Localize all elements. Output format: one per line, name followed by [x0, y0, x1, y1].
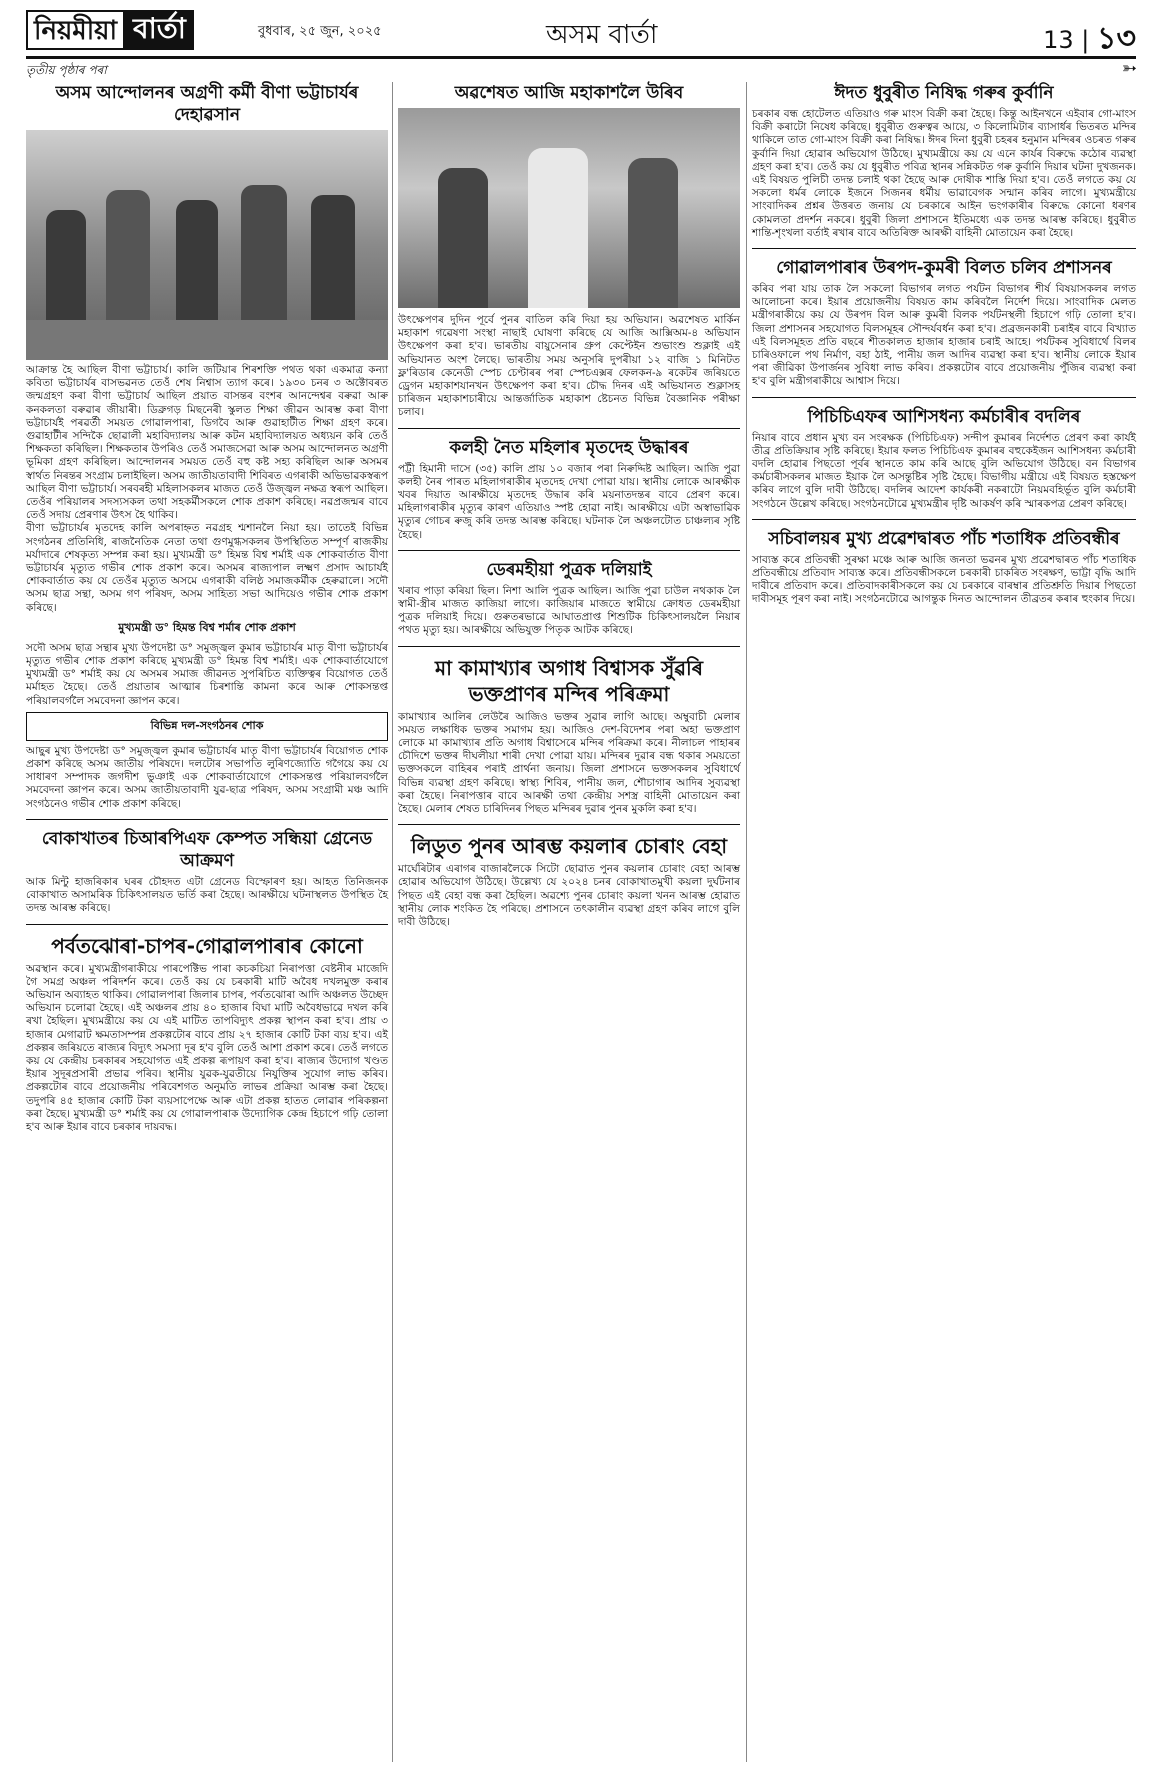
- article-body: বীণা ভট্টাচাৰ্যৰ মৃতদেহ কালি অপৰাহ্নত নৱগ্ৰহ শ্মশানলৈ নিয়া হয়। তাতেই বিভিন্ন সংগঠনৰ প্ৰতিনিধি, ৰাজনৈতিক নেতা তথা গুণমুগ্ধসকলৰ উপস্থিতিত সম্পূৰ্ণ ৰাজকীয় মৰ্যাদাৰে শেষকৃত্য সম্পন্ন কৰা হয়। মুখ্যমন্ত্ৰী ড° হিমন্ত বিশ্ব শৰ্মাই এক শোকবাৰ্তাত বীণা ভট্টাচাৰ্যৰ মৃত্যুত গভীৰ শোক প্ৰকাশ কৰে। অসমৰ ৰাজ্যপাল লক্ষ্মণ প্ৰসাদ আচাৰ্যই শোকবাৰ্তাত কয় যে তেওঁৰ মৃত্যুত অসমে এগৰাকী বলিষ্ঠ সমাজকৰ্মীক হেৰুৱালে। সদৌ অসম ছাত্ৰ সন্থা, অসম গণ পৰিষদ, অসম সাহিত্য সভা আদিয়েও গভীৰ শোক প্ৰকাশ কৰিছে।: [26, 522, 388, 614]
- photo-figure: [528, 148, 588, 308]
- article-body: খৰাব পাড়া কৰিয়া ছিল। নিশা আলি পুত্ৰক আছিল। আজি পুৱা চাউল নথকাক লৈ স্বামী-স্ত্ৰীৰ মাজত কাজিয়া লাগে। কাজিয়াৰ মাজতে স্বামীয়ে ক্ৰোধত ডেৰমহীয়া পুত্ৰক দলিয়াই দিয়ে। গুৰুতৰভাৱে আঘাতপ্ৰাপ্ত শিশুটিক চিকিৎসালয়লৈ নিয়াৰ পথত মৃত্যু হয়। আৰক্ষীয়ে অভিযুক্ত পিতৃক আটক কৰিছে।: [398, 584, 740, 637]
- article-subhead: মুখ্যমন্ত্ৰী ড° হিমন্ত বিশ্ব শৰ্মাৰ শোক প্ৰকাশ: [118, 620, 296, 634]
- article-subhead: বিভিন্ন দল-সংগঠনৰ শোক: [26, 712, 388, 741]
- news-photo: [398, 108, 740, 308]
- article-headline: অৱশেষত আজি মহাকাশলৈ উৰিব: [454, 83, 684, 103]
- article-headline: ঈদত ধুবুৰীত নিষিদ্ধ গৰুৰ কুৰ্বানি: [834, 83, 1054, 103]
- column-1: [26, 82, 388, 1134]
- logo-part2: বাৰ্তা: [125, 10, 194, 50]
- newspaper-logo: [26, 10, 194, 50]
- article-headline: গোৱালপাৰাৰ উৰপদ-কুমৰী বিলত চলিব প্ৰশাসনৰ: [776, 258, 1112, 279]
- column-divider: [746, 82, 747, 1762]
- masthead: [26, 8, 1136, 56]
- section-divider: [752, 397, 1136, 398]
- article-body: আছুৰ মুখ্য উপদেষ্টা ড° সমুজ্জ্বল কুমাৰ ভট্টাচাৰ্যৰ মাতৃ বীণা ভট্টাচাৰ্যৰ বিয়োগত শোক প্ৰকাশ কৰিছে অসম জাতীয় পৰিষদে। দলটোৰ সভাপতি লুৰিণজ্যোতি গগৈয়ে কয় যে সাধাৰণ সম্পাদক জগদীশ ভুঞাই এক শোকবাৰ্তাযোগে শোকসন্তপ্ত পৰিয়ালবৰ্গলৈ সমবেদনা জ্ঞাপন কৰে। অসম জাতীয়তাবাদী যুৱ-ছাত্ৰ পৰিষদ, অসম সংগ্ৰামী মঞ্চ আদি সংগঠনেও গভীৰ শোক প্ৰকাশ কৰিছে।: [26, 744, 388, 810]
- section-divider: [26, 924, 388, 925]
- article-headline: কলহী নৈত মহিলাৰ মৃতদেহ উদ্ধাৰৰ: [449, 437, 689, 458]
- arrow-right-icon: ➳: [1121, 58, 1137, 79]
- section-divider: [398, 428, 740, 429]
- section-divider: [398, 824, 740, 825]
- article-body: মাৰ্ঘেৰিটাৰ এৰাগৰ বাজাৰলৈকে সিটো ছোৱাত পুনৰ কয়লাৰ চোৰাং বেহা আৰম্ভ হোৱাৰ অভিযোগ উঠিছে। উল্লেখ্য যে ২০২৪ চনৰ বোকাখাতমুখী কয়লা দুৰ্ঘটনাৰ পিছত এই বেহা বন্ধ কৰা হৈছিল। অৱশ্যে পুনৰ চোৰাং কয়লা খনন আৰম্ভ হোৱাত স্থানীয় লোক শংকিত হৈ পৰিছে। প্ৰশাসনে তৎকালীন ব্যৱস্থা গ্ৰহণ কৰিব লাগে বুলি দাবী উঠিছে।: [398, 863, 740, 929]
- article-headline: ডেৰমহীয়া পুত্ৰক দলিয়াই: [486, 559, 652, 580]
- section-divider: [26, 819, 388, 820]
- logo-part1: নিয়মীয়া: [26, 10, 125, 50]
- article-body: সদৌ অসম ছাত্ৰ সন্থাৰ মুখ্য উপদেষ্টা ড° সমুজ্জ্বল কুমাৰ ভট্টাচাৰ্যৰ মাতৃ বীণা ভট্টাচাৰ্যৰ মৃত্যুত গভীৰ শোক প্ৰকাশ কৰিছে মুখ্যমন্ত্ৰী ড° হিমন্ত বিশ্ব শৰ্মাই। এক শোকবাৰ্তাযোগে মুখ্যমন্ত্ৰী ড° শৰ্মাই কয় যে অসমৰ সমাজ জীৱনত সুপৰিচিত ব্যক্তিত্বৰ বিয়োগত তেওঁ মৰ্মাহত হৈছে। তেওঁ প্ৰয়াতাৰ আত্মাৰ চিৰশান্তি কামনা কৰে আৰু শোকসন্তপ্ত পৰিয়ালবৰ্গলৈ সমবেদনা জ্ঞাপন কৰে।: [26, 641, 388, 707]
- article-body: আক্ৰান্ত হৈ আছিল বীণা ভট্টাচাৰ্য। কালি জটিয়াৰ শিৰশক্তি পথত থকা একমাত্ৰ কন্যা কবিতা ভট্টাচাৰ্যৰ বাসভৱনত তেওঁ শেষ নিশ্বাস ত্যাগ কৰে। ১৯৩০ চনৰ ৩ অক্টোবৰত জন্মগ্ৰহণ কৰা বীণা ভট্টাচাৰ্য আছিল প্ৰয়াত বাসন্তৰ বংশৰ আনন্দেশ্বৰ বৰুৱা আৰু কনকলতা বৰুৱাৰ জীয়াৰী। ডিব্ৰুগড় মিছনেৰী স্কুলত শিক্ষা জীৱন আৰম্ভ কৰা বীণা ভট্টাচাৰ্যই পৰৱৰ্তী সময়ত গোৱালপাৰা, ডিগবৈ আৰু গুৱাহাটীত শিক্ষা গ্ৰহণ কৰে। গুৱাহাটীৰ সন্দিকৈ ছোৱালী মহাবিদ্যালয় আৰু কটন মহাবিদ্যালয়ত অধ্যয়ন কৰি তেওঁ শিক্ষকতা কৰিছিল। শিক্ষকতাৰ উপৰিও তেওঁ সমাজসেৱা আৰু অসম আন্দোলনত অগ্ৰণী ভূমিকা গ্ৰহণ কৰিছিল। আন্দোলনৰ সময়ত তেওঁ বহু কষ্ট সহ্য কৰিছিল আৰু অসমৰ স্বাৰ্থত নিৰন্তৰ সংগ্ৰাম চলাইছিল। অসম জাতীয়তাবাদী শিবিৰত এগৰাকী অভিভাৱকস্বৰূপ আছিল বীণা ভট্টাচাৰ্য। সৰবৰহী মহিলাসকলৰ মাজত তেওঁ উজ্জ্বল নক্ষত্ৰ স্বৰূপ আছিল। তেওঁৰ পৰিয়ালৰ সদস্যসকল তথা সহকৰ্মীসকলে শোক প্ৰকাশ কৰিছে। নৱপ্ৰজন্মৰ বাবে তেওঁ সদায় প্ৰেৰণাৰ উৎস হৈ থাকিব।: [26, 364, 388, 522]
- section-title: অসম বাৰ্তা: [546, 20, 658, 50]
- column-3: [752, 82, 1136, 607]
- article-body: কৰিব পৰা যায় তাক লৈ সকলো বিভাগৰ লগত পৰ্যটন বিভাগৰ শীৰ্ষ বিষয়াসকলৰ লগত আলোচনা কৰে। ইয়াৰ প্ৰয়োজনীয় বিষয়ত কাম কৰিবলৈ নিৰ্দেশ দিয়ে। সাংবাদিক মেলত মন্ত্ৰীগৰাকীয়ে কয় যে উৰপদ বিল আৰু কুমৰী বিলক পৰ্যটনস্থলী হিচাপে গঢ়ি তোলা হ'ব। জিলা প্ৰশাসনৰ সহযোগত বিলসমূহৰ সৌন্দৰ্যবৰ্ধন কৰা হ'ব। প্ৰব্ৰজনকাৰী চৰাইৰ বাবে বিখ্যাত এই বিলসমূহত প্ৰতি বছৰে শীতকালত হাজাৰ হাজাৰ চৰাই আহে। পৰ্যটকৰ সুবিধাৰ্থে বিলৰ চাৰিওফালে পথ নিৰ্মাণ, বহা ঠাই, পানীয় জল আদিৰ ব্যৱস্থা কৰা হ'ব। স্থানীয় লোকে ইয়াৰ পৰা জীৱিকা উপাৰ্জনৰ সুবিধা লাভ কৰিব। প্ৰকল্পটোৰ বাবে প্ৰয়োজনীয় পুঁজিৰ ব্যৱস্থা কৰা হ'ব বুলি মন্ত্ৰীগৰাকীয়ে আশ্বাস দিয়ে।: [752, 283, 1136, 388]
- article-headline: লিডুত পুনৰ আৰম্ভ কয়লাৰ চোৰাং বেহা: [410, 834, 727, 859]
- article-body: পট্টী হিমানী দাসে (৩৫) কালি প্ৰায় ১০ বজাৰ পৰা নিৰুদ্দিষ্ট আছিল। আজি পুৱা কলহী নৈৰ পাৰত মহিলাগৰাকীৰ মৃতদেহ দেখা পোৱা যায়। স্থানীয় লোকে আৰক্ষীক খবৰ দিয়াত আৰক্ষীয়ে মৃতদেহ উদ্ধাৰ কৰি ময়নাতদন্তৰ বাবে প্ৰেৰণ কৰে। মহিলাগৰাকীৰ মৃত্যুৰ কাৰণ এতিয়াও স্পষ্ট হোৱা নাই। আৰক্ষীয়ে এটা অস্বাভাৱিক মৃত্যুৰ গোচৰ ৰুজু কৰি তদন্ত আৰম্ভ কৰিছে। ঘটনাক লৈ অঞ্চলটোত চাঞ্চল্যৰ সৃষ্টি হৈছে।: [398, 462, 740, 541]
- article-body: উৎক্ষেপণৰ দুদিন পূৰ্বে পুনৰ বাতিল কৰি দিয়া হয় অভিযান। অৱশেষত মাৰ্কিন মহাকাশ গৱেষণা সংস্থা নাছাই ঘোষণা কৰিছে যে আজি আক্সিঅম-৪ অভিযান উৎক্ষেপণ কৰা হ'ব। ভাৰতীয় বায়ুসেনাৰ গ্ৰুপ কেপ্টেইন শুভাংশু শুক্লাই এই অভিযানত অংশ লৈছে। ভাৰতীয় সময় অনুসৰি দুপৰীয়া ১২ বাজি ১ মিনিটত ফ্ল'ৰিডাৰ কেনেডী স্পেচ চেণ্টাৰৰ পৰা স্পেচএক্সৰ ফেলকন-৯ ৰকেটৰ জৰিয়তে ড্ৰেগন মহাকাশযানখন উৎক্ষেপণ কৰা হ'ব। চৌদ্ধ দিনৰ এই অভিযানত শুক্লাসহ চাৰিজন মহাকাশচাৰীয়ে আন্তৰ্জাতিক মহাকাশ ষ্টেচনত বিভিন্ন বৈজ্ঞানিক পৰীক্ষা চলাব।: [398, 314, 740, 419]
- section-divider: [752, 519, 1136, 520]
- article-headline: সচিবালয়ৰ মুখ্য প্ৰৱেশদ্বাৰত পাঁচ শতাধিক প্ৰতিবন্ধীৰ: [768, 528, 1120, 549]
- section-divider: [752, 248, 1136, 249]
- section-divider: [398, 646, 740, 647]
- article-headline: অসম আন্দোলনৰ অগ্ৰণী কৰ্মী বীণা ভট্টাচাৰ্যৰ দেহাৱসান: [55, 83, 359, 125]
- photo-figure: [438, 168, 488, 308]
- article-body: সাব্যস্ত কৰে প্ৰতিবন্ধী সুৰক্ষা মঞ্চে আৰু আজি জনতা ভৱনৰ মুখ্য প্ৰৱেশদ্বাৰত পাঁচ শতাধিক প্ৰতিবন্ধীয়ে প্ৰতিবাদ সাব্যস্ত কৰে। প্ৰতিবন্ধীসকলে চৰকাৰী চাকৰিত সংৰক্ষণ, ভাট্টা বৃদ্ধি আদি দাবীৰে প্ৰতিবাদ কৰে। প্ৰতিবাদকাৰীসকলে কয় যে চৰকাৰে বাৰম্বাৰ প্ৰতিশ্ৰুতি দিয়াৰ পিছতো দাবীসমূহ পূৰণ কৰা নাই। সংগঠনটোৱে আগন্তুক দিনত আন্দোলন তীব্ৰতৰ কৰাৰ হুংকাৰ দিয়ে।: [752, 553, 1136, 606]
- article-headline: পৰ্বতঝোৰা-চাপৰ-গোৱালপাৰাৰ কোনো: [51, 933, 363, 958]
- column-2: [398, 82, 740, 929]
- continued-label: তৃতীয় পৃষ্ঠাৰ পৰা: [26, 63, 107, 77]
- article-body: নিয়াৰ বাবে প্ৰধান মুখ্য বন সংৰক্ষক (পিচিচিএফ) সন্দীপ কুমাৰৰ নিৰ্দেশত প্ৰেৰণ কৰা কাৰ্যই তীব্ৰ প্ৰতিক্ৰিয়াৰ সৃষ্টি কৰিছে। ইয়াৰ ফলত পিচিচিএফ কুমাৰৰ বহুকেইজন আশিসধন্য কৰ্মচাৰী বদলি হোৱাৰ পিছতো পূৰ্বৰ স্থানতে কাম কৰি আছে বুলি অভিযোগ উঠিছে। বন বিভাগৰ কৰ্মচাৰীসকলৰ মাজত ইয়াক লৈ অসন্তুষ্টিৰ সৃষ্টি হৈছে। বিভাগীয় মন্ত্ৰীয়ে এই বিষয়ত হস্তক্ষেপ কৰিব লাগে বুলি দাবী উঠিছে। বদলিৰ আদেশ কাৰ্যকৰী নকৰাটো নিয়মবহিৰ্ভূত বুলি কৰ্মচাৰী সংগঠনে উল্লেখ কৰিছে। সংগঠনটোৱে মুখ্যমন্ত্ৰীৰ দৃষ্টি আকৰ্ষণ কৰি স্মাৰকপত্ৰ প্ৰেৰণ কৰিছে।: [752, 431, 1136, 510]
- news-photo: [26, 130, 388, 360]
- article-body: অৱস্থান কৰে। মুখ্যমন্ত্ৰীগৰাকীয়ে পাৰপেক্টিভ পাৰা কচকচিয়া নিৰাপত্তা বেষ্টনীৰ মাজেদি গৈ সমগ্ৰ অঞ্চল পৰিদৰ্শন কৰে। তেওঁ কয় যে চৰকাৰী মাটি অবৈধ দখলমুক্ত কৰাৰ অভিযান অব্যাহত থাকিব। গোৱালপাৰা জিলাৰ চাপৰ, পৰ্বতঝোৰা আদি অঞ্চলত উচ্ছেদ অভিযান চলোৱা হৈছে। এই অঞ্চলৰ প্ৰায় ৪০ হাজাৰ বিঘা মাটি অবৈধভাৱে দখল কৰি ৰখা হৈছিল। মুখ্যমন্ত্ৰীয়ে কয় যে এই মাটিত তাপবিদ্যুৎ প্ৰকল্প স্থাপন কৰা হ'ব। প্ৰায় ৩ হাজাৰ মেগাৱাট ক্ষমতাসম্পন্ন প্ৰকল্পটোৰ বাবে প্ৰায় ২৭ হাজাৰ কোটি টকা ব্যয় হ'ব। এই প্ৰকল্পৰ জৰিয়তে ৰাজ্যৰ বিদ্যুৎ সমস্যা দূৰ হ'ব বুলি তেওঁ আশা প্ৰকাশ কৰে। তেওঁ লগতে কয় যে কেন্দ্ৰীয় চৰকাৰৰ সহযোগত এই প্ৰকল্প ৰূপায়ণ কৰা হ'ব। ৰাজ্যৰ উদ্যোগ খণ্ডত ইয়াৰ সুদূৰপ্ৰসাৰী প্ৰভাৱ পৰিব। স্থানীয় যুৱক-যুৱতীয়ে নিযুক্তিৰ সুযোগ লাভ কৰিব। প্ৰকল্পটোৰ বাবে প্ৰয়োজনীয় পৰিবেশগত অনুমতি লাভৰ প্ৰক্ৰিয়া আৰম্ভ কৰা হৈছে। তদুপৰি ৪৫ হাজাৰ কোটি টকা ব্যয়সাপেক্ষে আৰু এটা প্ৰকল্প হাতত লোৱাৰ পৰিকল্পনা কৰা হৈছে। মুখ্যমন্ত্ৰী ড° শৰ্মাই কয় যে গোৱালপাৰাক উদ্যোগিক কেন্দ্ৰ হিচাপে গঢ়ি তোলা হ'ব আৰু ইয়াৰ বাবে চৰকাৰ দায়বদ্ধ।: [26, 962, 388, 1133]
- article-headline: বোকাখাতৰ চিআৰপিএফ কেম্পত সন্ধিয়া গ্ৰেনেড আক্ৰমণ: [41, 828, 373, 871]
- article-headline: পিচিচিএফৰ আশিসধন্য কৰ্মচাৰীৰ বদলিৰ: [807, 406, 1081, 427]
- article-body: চৰকাৰ বন্ধ হোটেলত এতিয়াও গৰু মাংস বিক্ৰী কৰা হৈছে। কিন্তু আইনখনে এইবাৰ গো-মাংস বিক্ৰী কৰাটো নিষেধ কৰিছে। ধুবুৰীত গুৰুত্বৰ আয়ে, ৩ কিলোমিটাৰ ব্যাসাৰ্ধৰ ভিতৰত মন্দিৰ থাকিলে তাত গো-মাংস বিক্ৰী কৰা নিষিদ্ধ। ঈদৰ দিনা ধুবুৰী চহৰৰ হনুমান মন্দিৰৰ ওচৰত গৰুৰ কুৰ্বানি দিয়া হোৱাৰ অভিযোগ উঠিছে। মুখ্যমন্ত্ৰীয়ে কয় যে এনে কাৰ্যৰ বিৰুদ্ধে কঠোৰ ব্যৱস্থা গ্ৰহণ কৰা হ'ব। তেওঁ কয় যে ধুবুৰীত পবিত্ৰ স্থানৰ সন্নিকটত গৰু কুৰ্বানি দিয়াৰ ঘটনা দুখজনক। এই বিষয়ত পুলিচী তদন্ত চলাই থকা হৈছে আৰু দোষীক শাস্তি দিয়া হ'ব। তেওঁ লগতে কয় যে সকলো ধৰ্মৰ লোকে ইজনে সিজনৰ ধৰ্মীয় ভাৱাবেগক সন্মান কৰিব লাগে। মুখ্যমন্ত্ৰীয়ে সাংবাদিকৰ প্ৰশ্নৰ উত্তৰত জনায় যে চৰকাৰে আইন ভংগকাৰীৰ বিৰুদ্ধে কোনো ধৰণৰ কোমলতা প্ৰদৰ্শন নকৰে। ধুবুৰী জিলা প্ৰশাসনে ইতিমধ্যে এক তদন্ত আৰম্ভ কৰিছে। ধুবুৰীত শান্তি-শৃংখলা বৰ্তাই ৰখাৰ বাবে অতিৰিক্ত আৰক্ষী বাহিনী মোতায়েন কৰা হৈছে।: [752, 108, 1136, 239]
- masthead-rule: [26, 56, 1136, 59]
- article-body: আক মিন্টু হাজৰিকাৰ ঘৰৰ চৌহদত এটা গ্ৰেনেড বিস্ফোৰণ হয়। আহত তিনিজনক বোকাখাত অসামৰিক চিকিৎসালয়ত ভৰ্তি কৰা হৈছে। আৰক্ষীয়ে ঘটনাস্থলত উপস্থিত হৈ তদন্ত আৰম্ভ কৰিছে।: [26, 875, 388, 915]
- page-number: 13 | ১৩: [1043, 21, 1136, 56]
- page-number-big: ১৩: [1097, 21, 1136, 56]
- section-divider: [398, 550, 740, 551]
- page-number-small: 13: [1043, 26, 1074, 54]
- dateline: বুধবাৰ, ২৫ জুন, ২০২৫: [258, 24, 382, 39]
- article-body: কামাখ্যাৰ আলিৰ লেউৰৈ আজিও ভক্তৰ সুৱাৰ লাগি আছে। অম্বুবাচী মেলাৰ সময়ত লক্ষাধিক ভক্তৰ সমাগম হয়। আজিও দেশ-বিদেশৰ পৰা অহা ভক্তপ্ৰাণ লোকে মা কামাখ্যাৰ প্ৰতি অগাধ বিশ্বাসেৰে মন্দিৰ পৰিক্ৰমা কৰে। নীলাচল পাহাৰৰ চৌদিশে ভক্তৰ দীঘলীয়া শাৰী দেখা পোৱা যায়। মন্দিৰৰ দুৱাৰ বন্ধ থকাৰ সময়তো ভক্তসকলে বাহিৰৰ পৰাই প্ৰাৰ্থনা জনায়। জিলা প্ৰশাসনে ভক্তসকলৰ সুবিধাৰ্থে বিভিন্ন ব্যৱস্থা গ্ৰহণ কৰিছে। স্বাস্থ্য শিবিৰ, পানীয় জল, শৌচাগাৰ আদিৰ সুব্যৱস্থা কৰা হৈছে। নিৰাপত্তাৰ বাবে আৰক্ষী তথা কেন্দ্ৰীয় সশস্ত্ৰ বাহিনী মোতায়েন কৰা হৈছে। মেলাৰ শেষত চাৰিদিনৰ পিছত মন্দিৰৰ দুৱাৰ পুনৰ মুকলি কৰা হ'ব।: [398, 710, 740, 816]
- column-divider: [392, 82, 393, 1762]
- photo-figure: [628, 158, 678, 308]
- photo-ground: [26, 320, 388, 360]
- article-headline: মা কামাখ্যাৰ অগাধ বিশ্বাসক সুঁৱৰি ভক্তপ্ৰাণৰ মন্দিৰ পৰিক্ৰমা: [434, 655, 704, 706]
